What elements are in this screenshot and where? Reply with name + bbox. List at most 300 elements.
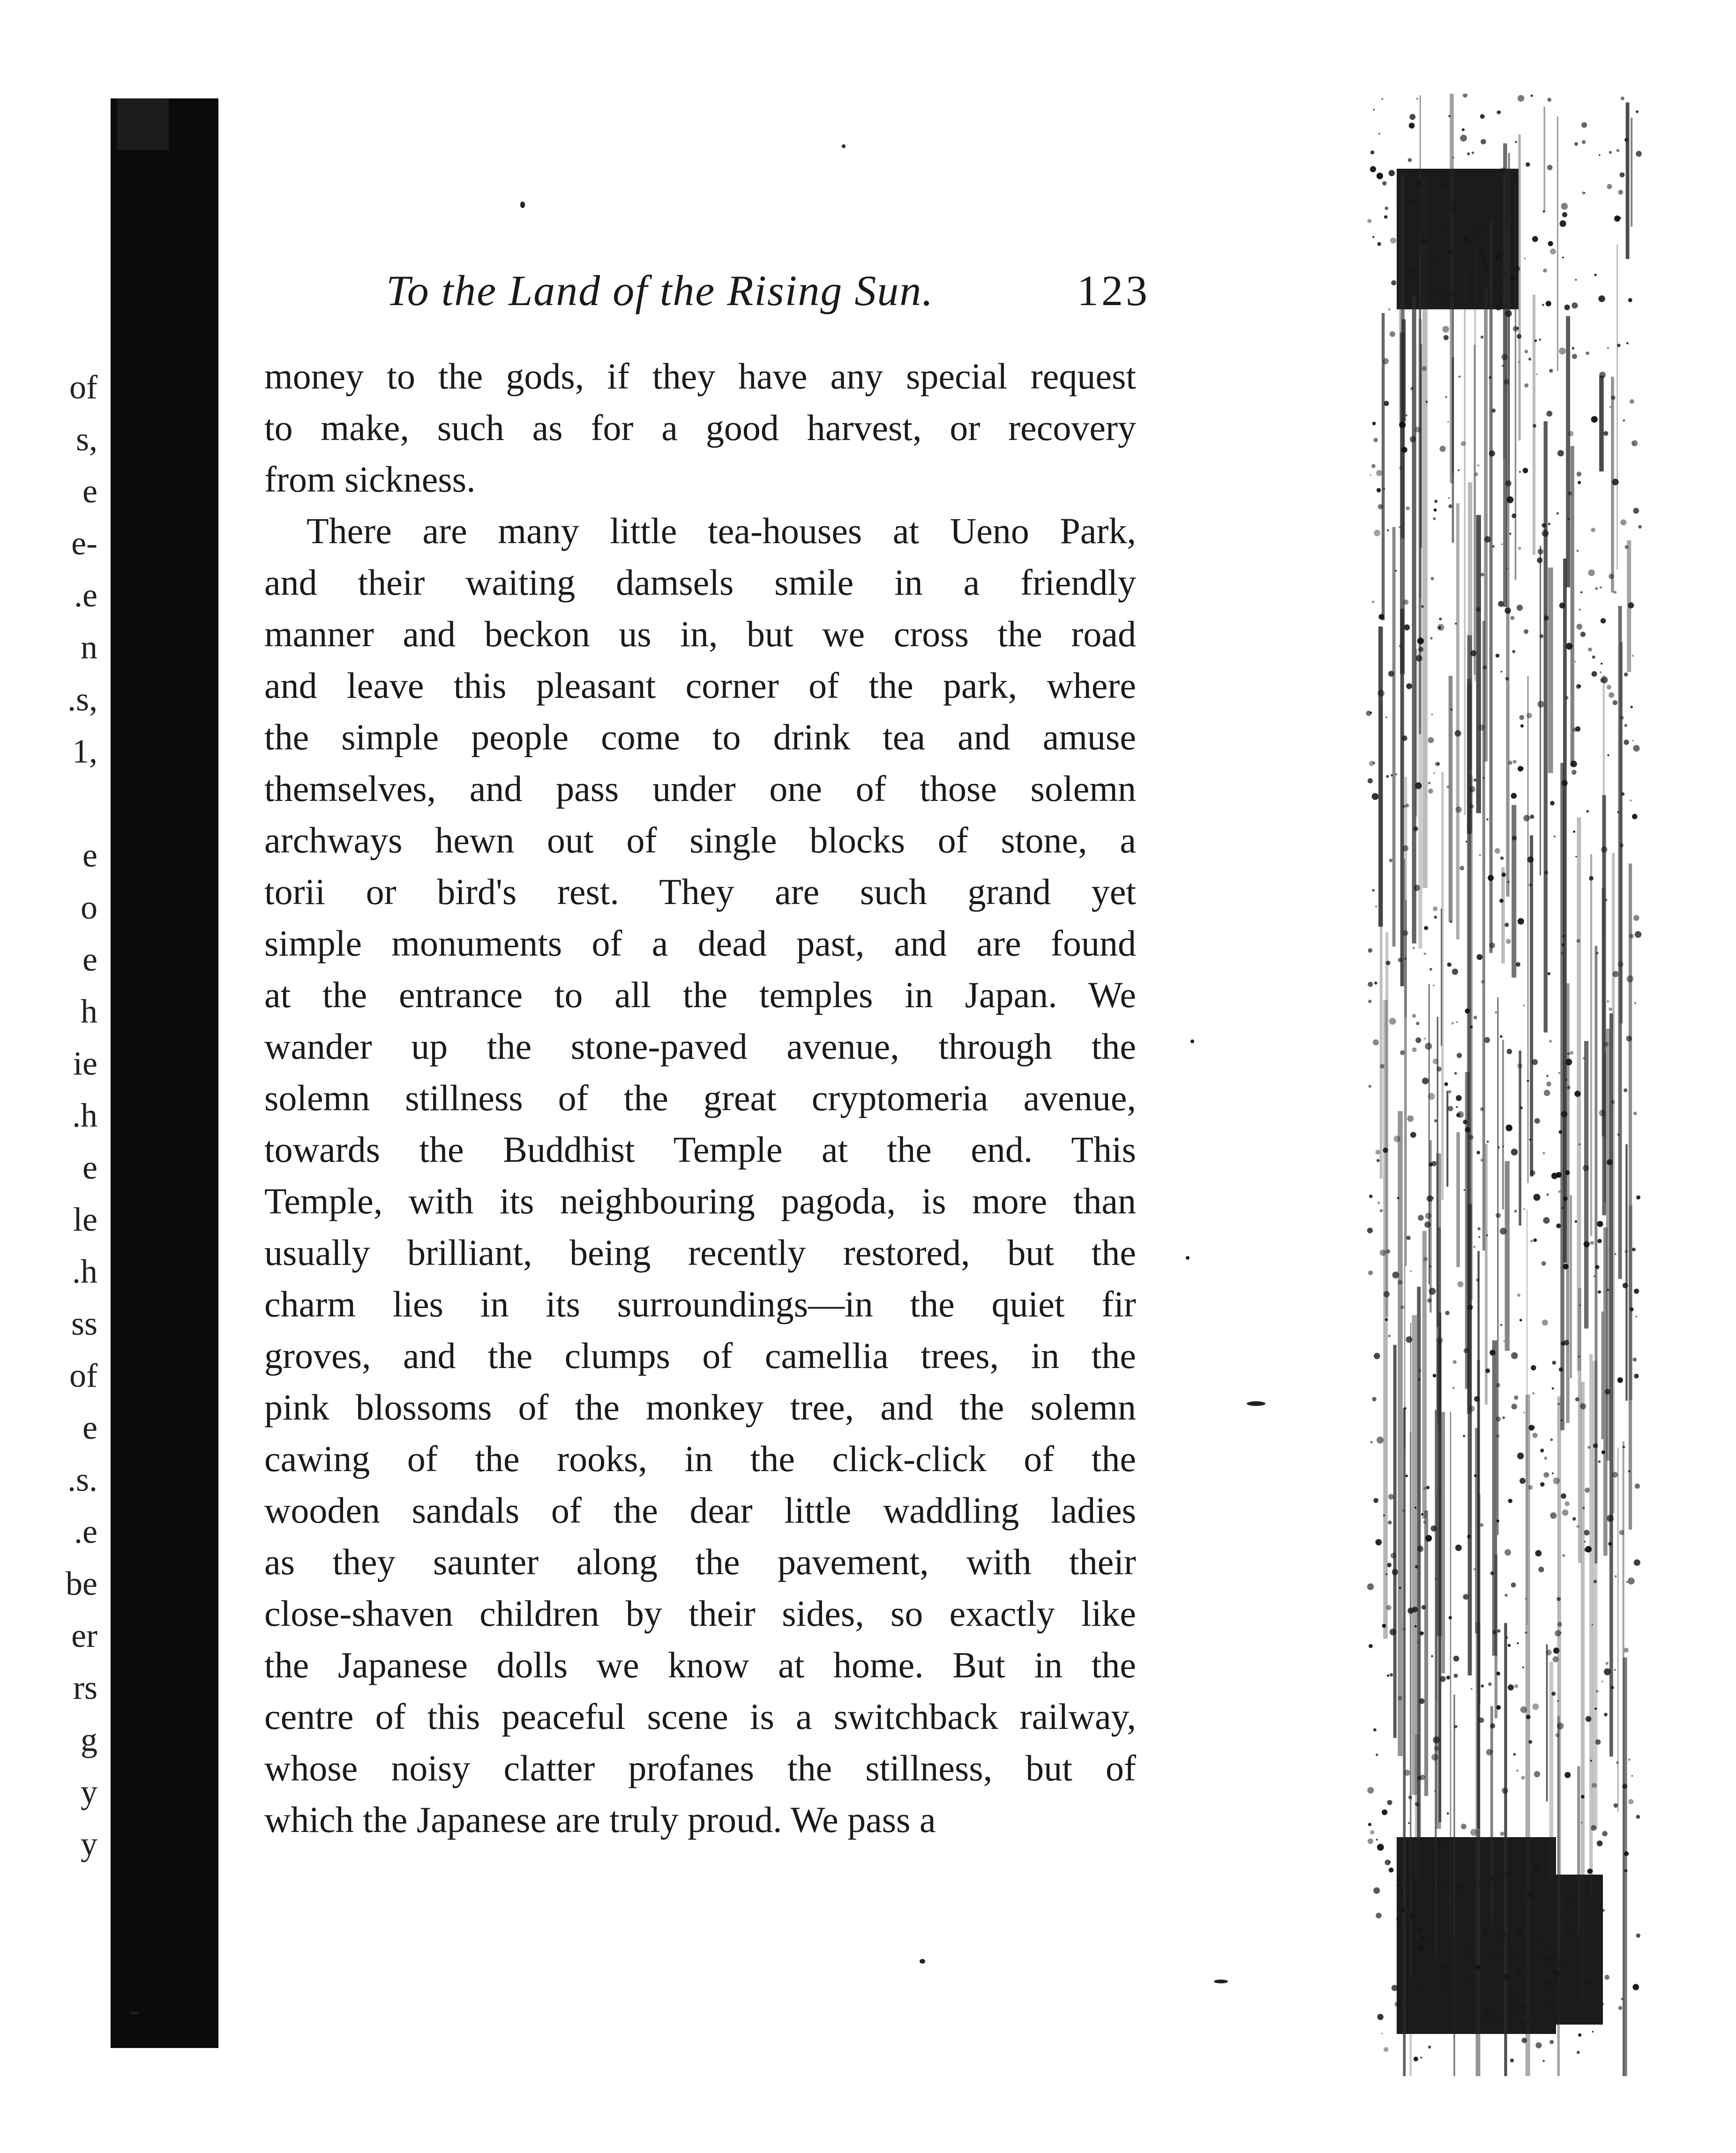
edge-speck (1376, 1539, 1382, 1546)
speck (520, 202, 525, 208)
edge-speck (1574, 142, 1578, 146)
edge-speck (1515, 266, 1520, 271)
edge-speck (1620, 844, 1624, 847)
edge-speck (1500, 168, 1506, 174)
edge-speck (1607, 685, 1611, 689)
edge-speck (1387, 1800, 1392, 1805)
edge-streak (1452, 357, 1454, 543)
edge-speck (1372, 1397, 1377, 1402)
edge-speck (1451, 174, 1452, 176)
edge-speck (1461, 1824, 1467, 1829)
edge-speck (1543, 269, 1547, 273)
edge-speck (1376, 470, 1382, 476)
edge-speck (1564, 305, 1570, 310)
edge-speck (1559, 1960, 1565, 1966)
edge-speck (1437, 262, 1440, 265)
edge-streak (1512, 805, 1516, 978)
edge-speck (1479, 1881, 1482, 1883)
text-line: and their waiting damsels smile in a friendly (264, 562, 1136, 603)
edge-speck (1525, 1598, 1526, 1600)
edge-speck (1499, 899, 1504, 903)
edge-speck (1552, 1473, 1554, 1474)
edge-speck (1604, 1713, 1608, 1717)
edge-speck (1633, 745, 1639, 752)
edge-speck (1370, 150, 1374, 154)
edge-speck (1529, 883, 1532, 887)
edge-speck (1404, 1407, 1407, 1410)
edge-speck (1374, 530, 1380, 536)
edge-speck (1373, 1039, 1379, 1046)
edge-speck (1415, 1802, 1419, 1806)
edge-streak (1412, 295, 1416, 943)
edge-speck (1403, 930, 1408, 936)
edge-speck (1500, 856, 1504, 860)
edge-speck (1600, 586, 1602, 589)
edge-speck (1516, 1770, 1518, 1772)
speck (842, 144, 846, 148)
edge-speck (1631, 1775, 1633, 1777)
edge-speck (1621, 1998, 1623, 2000)
edge-streak (1456, 1132, 1460, 1267)
edge-speck (1428, 782, 1430, 784)
edge-speck (1440, 1676, 1446, 1682)
edge-speck (1463, 94, 1467, 97)
edge-speck (1596, 952, 1599, 954)
edge-speck (1380, 1209, 1383, 1212)
edge-speck (1601, 1681, 1603, 1682)
edge-speck (1441, 1982, 1444, 1986)
edge-speck (1456, 1095, 1462, 1101)
edge-speck (1540, 1449, 1544, 1452)
edge-speck (1577, 471, 1581, 476)
edge-speck (1544, 1457, 1548, 1460)
speck (1247, 1401, 1265, 1406)
edge-speck (1615, 1575, 1617, 1577)
edge-speck (1607, 347, 1609, 349)
edge-speck (1418, 647, 1423, 652)
edge-speck (1601, 2003, 1604, 2005)
edge-speck (1607, 1515, 1614, 1522)
edge-speck (1426, 401, 1428, 403)
edge-speck (1636, 1934, 1640, 1938)
edge-speck (1372, 236, 1374, 238)
fragment-letter: ie (73, 1045, 97, 1082)
edge-speck (1517, 1452, 1524, 1459)
edge-speck (1466, 841, 1467, 843)
edge-speck (1604, 1668, 1611, 1675)
edge-speck (1526, 162, 1530, 166)
edge-speck (1604, 1042, 1609, 1047)
edge-speck (1634, 1559, 1640, 1566)
edge-streak (1474, 344, 1475, 674)
edge-block (1397, 169, 1519, 309)
edge-speck (1606, 1662, 1609, 1665)
edge-speck (1591, 416, 1598, 423)
edge-streak (1495, 1555, 1498, 1719)
edge-speck (1535, 1550, 1542, 1556)
edge-speck (1617, 1377, 1623, 1383)
edge-speck (1450, 921, 1452, 923)
edge-speck (1434, 1884, 1435, 1885)
edge-speck (1425, 1043, 1432, 1050)
edge-speck (1381, 2033, 1383, 2034)
edge-speck (1632, 1984, 1639, 1990)
edge-speck (1448, 1106, 1453, 1112)
edge-speck (1496, 654, 1500, 658)
edge-speck (1489, 1877, 1493, 1881)
edge-speck (1374, 1353, 1380, 1360)
edge-speck (1376, 1839, 1378, 1840)
edge-speck (1513, 277, 1516, 279)
edge-speck (1484, 265, 1489, 270)
edge-speck (1386, 1249, 1391, 1254)
edge-streak (1398, 1111, 1403, 1756)
edge-speck (1444, 335, 1449, 340)
edge-speck (1452, 1022, 1454, 1024)
edge-streak (1604, 1053, 1606, 1202)
edge-streak (1490, 1706, 1493, 1924)
edge-speck (1527, 856, 1534, 863)
edge-speck (1549, 1948, 1551, 1950)
edge-speck (1518, 918, 1524, 925)
edge-speck (1632, 740, 1634, 742)
edge-speck (1609, 692, 1614, 698)
edge-speck (1467, 830, 1471, 835)
edge-speck (1524, 629, 1528, 634)
edge-speck (1374, 438, 1378, 442)
edge-speck (1500, 1228, 1507, 1235)
edge-speck (1415, 1038, 1421, 1043)
edge-speck (1427, 1298, 1431, 1302)
edge-streak (1526, 1395, 1530, 2077)
edge-speck (1422, 1605, 1426, 1610)
edge-speck (1402, 735, 1407, 741)
edge-speck (1498, 1146, 1500, 1148)
fragment-letter: er (71, 1617, 97, 1654)
text-line: money to the gods, if they have any special request (264, 356, 1136, 396)
edge-speck (1577, 939, 1580, 943)
edge-speck (1463, 1120, 1467, 1124)
edge-speck (1470, 650, 1476, 656)
edge-speck (1525, 1631, 1527, 1634)
edge-speck (1569, 1934, 1571, 1936)
edge-speck (1407, 1115, 1414, 1122)
edge-streak (1439, 1313, 1442, 1822)
edge-speck (1525, 350, 1528, 353)
edge-speck (1461, 441, 1466, 446)
text-line: charm lies in its surroundings—in the quiet fir (264, 1284, 1136, 1324)
edge-speck (1520, 2022, 1525, 2026)
edge-speck (1602, 1909, 1605, 1912)
edge-speck (1463, 1435, 1465, 1437)
edge-speck (1628, 602, 1634, 608)
edge-speck (1434, 1790, 1436, 1792)
edge-speck (1456, 1113, 1460, 1117)
edge-speck (1456, 1021, 1458, 1024)
edge-speck (1488, 875, 1494, 881)
edge-speck (1516, 1955, 1520, 1959)
edge-speck (1524, 1412, 1525, 1413)
edge-streak (1502, 1040, 1504, 1210)
edge-speck (1526, 1715, 1531, 1719)
edge-speck (1557, 1700, 1559, 1702)
edge-speck (1518, 361, 1519, 362)
edge-speck (1386, 961, 1391, 965)
edge-speck (1495, 1011, 1497, 1014)
edge-speck (1452, 206, 1457, 211)
edge-speck (1437, 288, 1439, 290)
edge-speck (1542, 1941, 1544, 1943)
edge-speck (1565, 1170, 1570, 1175)
edge-speck (1481, 980, 1485, 984)
edge-speck (1517, 1293, 1520, 1297)
edge-streak (1557, 116, 1558, 371)
edge-speck (1421, 239, 1427, 245)
edge-speck (1555, 1630, 1561, 1636)
edge-speck (1477, 464, 1480, 467)
edge-speck (1636, 1815, 1640, 1819)
edge-speck (1624, 740, 1629, 745)
edge-speck (1395, 773, 1397, 775)
edge-speck (1603, 431, 1608, 436)
edge-speck (1633, 1112, 1637, 1115)
edge-speck (1423, 1257, 1428, 1261)
edge-speck (1481, 139, 1486, 145)
edge-speck (1434, 508, 1437, 512)
edge-speck (1434, 916, 1437, 919)
edge-speck (1486, 1234, 1488, 1236)
edge-speck (1607, 1000, 1609, 1002)
edge-speck (1571, 770, 1577, 775)
edge-speck (1630, 399, 1634, 404)
edge-speck (1538, 1567, 1544, 1572)
edge-streak (1503, 143, 1507, 607)
edge-speck (1377, 1844, 1384, 1851)
edge-speck (1549, 369, 1553, 373)
edge-speck (1581, 122, 1587, 128)
text-line: wooden sandals of the dear little waddling ladies (264, 1490, 1136, 1531)
edge-speck (1399, 422, 1406, 428)
edge-speck (1579, 1305, 1581, 1306)
edge-speck (1474, 1568, 1476, 1570)
edge-speck (1633, 1358, 1637, 1362)
edge-streak (1623, 1441, 1624, 2076)
edge-speck (1373, 762, 1375, 764)
text-line: themselves, and pass under one of those solemn (264, 768, 1136, 809)
edge-speck (1513, 1753, 1516, 1756)
edge-speck (1583, 1979, 1589, 1985)
edge-speck (1428, 2046, 1431, 2048)
edge-speck (1477, 954, 1483, 960)
edge-speck (1420, 1775, 1425, 1780)
text-line: towards the Buddhist Temple at the end. This (264, 1129, 1136, 1170)
edge-speck (1496, 305, 1501, 310)
edge-speck (1428, 1093, 1435, 1100)
edge-speck (1592, 2031, 1594, 2033)
edge-speck (1473, 228, 1475, 230)
edge-speck (1504, 1549, 1511, 1556)
edge-speck (1612, 1472, 1618, 1478)
edge-speck (1565, 1059, 1572, 1065)
edge-speck (1558, 1190, 1561, 1193)
edge-speck (1488, 1682, 1491, 1686)
edge-speck (1397, 1884, 1400, 1887)
edge-speck (1544, 871, 1549, 875)
edge-speck (1536, 374, 1538, 375)
edge-speck (1380, 1249, 1386, 1256)
edge-streak (1442, 1412, 1445, 1674)
edge-speck (1559, 348, 1566, 355)
edge-speck (1487, 1141, 1489, 1143)
edge-speck (1620, 519, 1626, 525)
edge-speck (1546, 1193, 1549, 1196)
edge-speck (1431, 1754, 1438, 1761)
edge-speck (1456, 1106, 1458, 1108)
text-line: cawing of the rooks, in the click-click of the (264, 1438, 1136, 1479)
edge-speck (1481, 336, 1483, 338)
edge-speck (1512, 836, 1517, 841)
edge-speck (1634, 1289, 1639, 1294)
edge-speck (1520, 2003, 1526, 2010)
edge-speck (1456, 1726, 1457, 1727)
edge-speck (1504, 305, 1506, 307)
edge-speck (1618, 2006, 1622, 2010)
edge-speck (1403, 805, 1406, 808)
edge-speck (1407, 1873, 1409, 1876)
edge-speck (1546, 411, 1552, 417)
edge-speck (1444, 293, 1449, 298)
edge-speck (1531, 1240, 1534, 1242)
edge-speck (1398, 1280, 1403, 1285)
edge-speck (1548, 972, 1550, 975)
edge-speck (1549, 2040, 1554, 2044)
edge-speck (1505, 677, 1509, 680)
edge-speck (1483, 1929, 1488, 1934)
edge-speck (1628, 1799, 1633, 1804)
edge-speck (1390, 331, 1395, 337)
edge-speck (1505, 1871, 1512, 1878)
edge-speck (1429, 1162, 1433, 1166)
edge-speck (1396, 1917, 1400, 1921)
edge-speck (1563, 1263, 1568, 1269)
edge-speck (1528, 1485, 1533, 1490)
text-line: There are many little tea-houses at Ueno Park, (307, 510, 1136, 551)
edge-speck (1486, 818, 1488, 820)
edge-speck (1615, 1253, 1616, 1255)
edge-speck (1423, 1521, 1426, 1524)
edge-speck (1387, 1675, 1389, 1677)
edge-speck (1626, 342, 1629, 344)
edge-speck (1598, 295, 1605, 302)
edge-speck (1508, 1644, 1511, 1647)
edge-speck (1489, 450, 1495, 456)
edge-speck (1555, 1733, 1559, 1737)
edge-speck (1437, 1337, 1443, 1344)
edge-speck (1517, 1972, 1522, 1976)
edge-speck (1508, 761, 1512, 765)
edge-speck (1611, 1100, 1615, 1104)
edge-speck (1579, 1143, 1581, 1145)
edge-streak (1453, 1695, 1455, 2076)
edge-speck (1620, 716, 1624, 720)
edge-streak (1400, 609, 1404, 986)
fragment-letter: y (81, 1825, 97, 1862)
edge-speck (1459, 866, 1464, 871)
edge-speck (1390, 238, 1396, 244)
edge-speck (1498, 601, 1504, 607)
edge-speck (1636, 1196, 1640, 1200)
edge-speck (1592, 671, 1597, 677)
edge-speck (1519, 471, 1521, 473)
edge-speck (1408, 1795, 1412, 1799)
edge-speck (1481, 1684, 1484, 1688)
edge-speck (1412, 200, 1416, 204)
edge-speck (1391, 774, 1393, 777)
edge-speck (1605, 899, 1607, 901)
edge-speck (1431, 1655, 1433, 1657)
edge-speck (1397, 1197, 1399, 1199)
edge-speck (1391, 1553, 1396, 1558)
text-line: wander up the stone-paved avenue, through the (264, 1026, 1136, 1067)
edge-speck (1479, 854, 1481, 856)
edge-speck (1479, 250, 1483, 255)
edge-speck (1389, 170, 1395, 176)
edge-speck (1370, 711, 1372, 714)
edge-speck (1635, 931, 1641, 938)
edge-speck (1387, 1563, 1392, 1568)
edge-speck (1564, 1772, 1571, 1778)
edge-speck (1383, 1148, 1388, 1153)
edge-speck (1523, 815, 1530, 822)
edge-speck (1565, 696, 1568, 699)
edge-speck (1587, 1869, 1593, 1874)
edge-streak (1410, 1323, 1411, 1975)
edge-speck (1636, 151, 1642, 157)
edge-speck (1532, 1704, 1539, 1710)
edge-speck (1547, 165, 1553, 171)
edge-speck (1500, 1035, 1503, 1038)
edge-speck (1557, 1723, 1564, 1730)
edge-speck (1546, 1082, 1551, 1086)
edge-speck (1433, 1736, 1440, 1743)
edge-speck (1433, 1374, 1437, 1377)
edge-speck (1513, 760, 1517, 763)
edge-speck (1377, 2014, 1384, 2020)
edge-speck (1580, 632, 1586, 637)
edge-speck (1608, 1161, 1609, 1163)
edge-speck (1564, 1501, 1569, 1506)
edge-speck (1390, 1629, 1397, 1636)
edge-speck (1607, 184, 1612, 189)
edge-streak (1603, 675, 1605, 931)
edge-speck (1511, 1149, 1518, 1156)
edge-speck (1524, 383, 1528, 388)
edge-speck (1465, 1009, 1470, 1014)
edge-speck (1515, 1997, 1519, 2002)
edge-speck (1561, 1419, 1563, 1421)
edge-speck (1430, 637, 1432, 639)
edge-speck (1595, 1739, 1601, 1745)
edge-speck (1502, 873, 1506, 877)
edge-speck (1630, 1308, 1634, 1312)
edge-speck (1447, 785, 1450, 788)
edge-speck (1373, 1728, 1377, 1732)
edge-speck (1556, 1597, 1561, 1601)
edge-speck (1506, 939, 1511, 944)
edge-speck (1496, 289, 1499, 292)
edge-speck (1497, 1630, 1500, 1633)
edge-speck (1385, 1318, 1388, 1321)
